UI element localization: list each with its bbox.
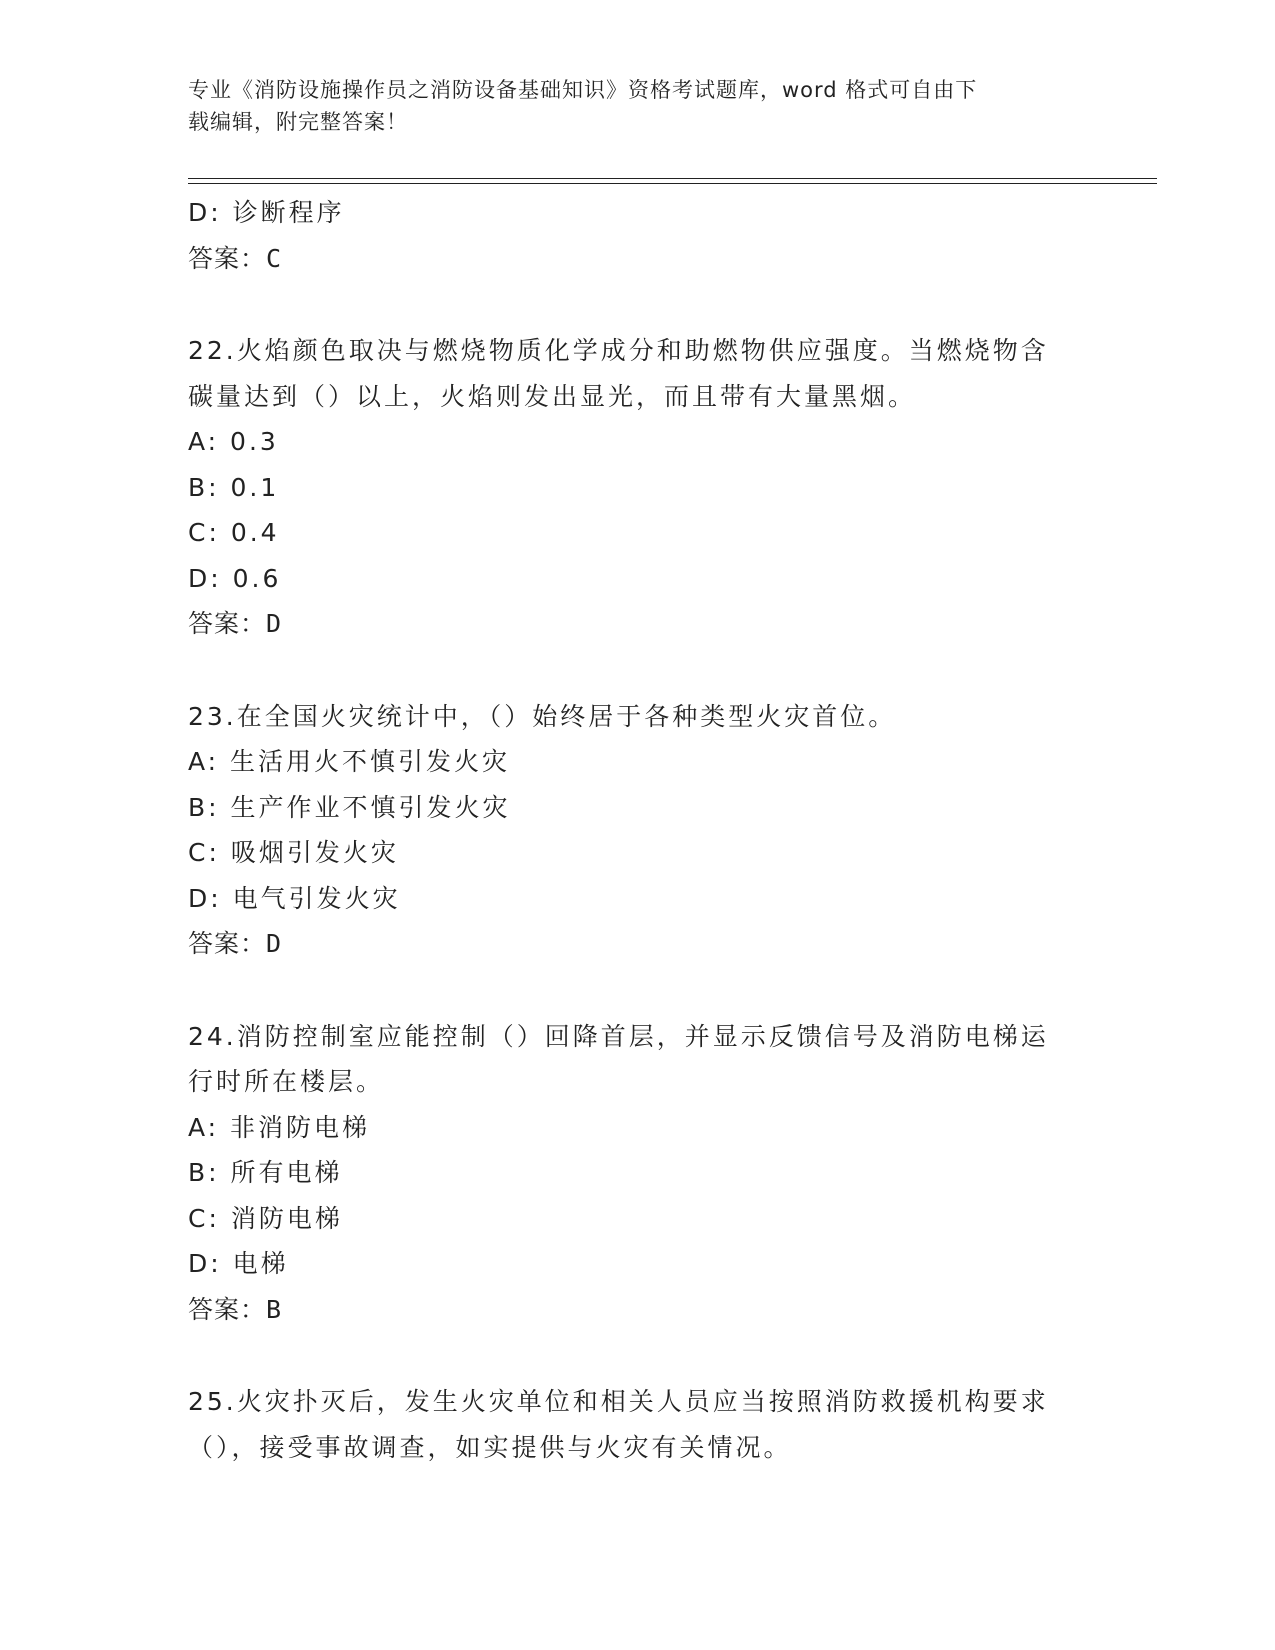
answer: 答案：D xyxy=(188,929,283,958)
header-title-line-1: 专业《消防设施操作员之消防设备基础知识》资格考试题库，word 格式可自由下 xyxy=(188,78,978,102)
option-d: D: 诊断程序 xyxy=(188,198,345,227)
option-d: D: 电气引发火灾 xyxy=(188,883,401,913)
option-b: B: 0.1 xyxy=(188,472,280,502)
option-c: C: 吸烟引发火灾 xyxy=(188,838,399,867)
answer: 答案：C xyxy=(188,243,283,273)
question-stem-line: 25.火灾扑灭后，发生火灾单位和相关人员应当按照消防救援机构要求 xyxy=(188,1387,1049,1416)
question-stem-line: （），接受事故调查，如实提供与火灾有关情况。 xyxy=(188,1432,792,1462)
option-c: C: 消防电梯 xyxy=(188,1203,343,1233)
document-header xyxy=(188,74,1088,138)
option-d: D: 电梯 xyxy=(188,1249,289,1278)
previous-question-fragment xyxy=(188,190,1088,281)
answer: 答案：D xyxy=(188,609,283,638)
header-divider-bottom xyxy=(188,183,1157,184)
option-d: D: 0.6 xyxy=(188,563,282,593)
question-stem-line: 22.火焰颜色取决与燃烧物质化学成分和助燃物供应强度。当燃烧物含 xyxy=(188,336,1049,365)
option-a: A: 非消防电梯 xyxy=(188,1112,371,1142)
option-b: B: 生产作业不慎引发火灾 xyxy=(188,792,511,822)
question-24 xyxy=(188,1014,1088,1333)
question-stem-line: 23.在全国火灾统计中，（）始终居于各种类型火灾首位。 xyxy=(188,701,897,731)
option-a: A: 生活用火不慎引发火灾 xyxy=(188,747,511,776)
question-stem-line: 碳量达到（）以上，火焰则发出显光，而且带有大量黑烟。 xyxy=(188,381,917,411)
option-c: C: 0.4 xyxy=(188,518,280,547)
question-stem-line: 行时所在楼层。 xyxy=(188,1067,385,1096)
question-content xyxy=(188,190,1088,1470)
header-divider-top xyxy=(188,178,1157,179)
header-title-line-2: 载编辑，附完整答案！ xyxy=(188,110,408,134)
option-a: A: 0.3 xyxy=(188,427,279,456)
question-23 xyxy=(188,694,1088,967)
question-22 xyxy=(188,328,1088,647)
answer: 答案：B xyxy=(188,1294,283,1324)
question-25 xyxy=(188,1379,1088,1470)
question-stem-line: 24.消防控制室应能控制（）回降首层，并显示反馈信号及消防电梯运 xyxy=(188,1021,1049,1051)
option-b: B: 所有电梯 xyxy=(188,1158,343,1187)
